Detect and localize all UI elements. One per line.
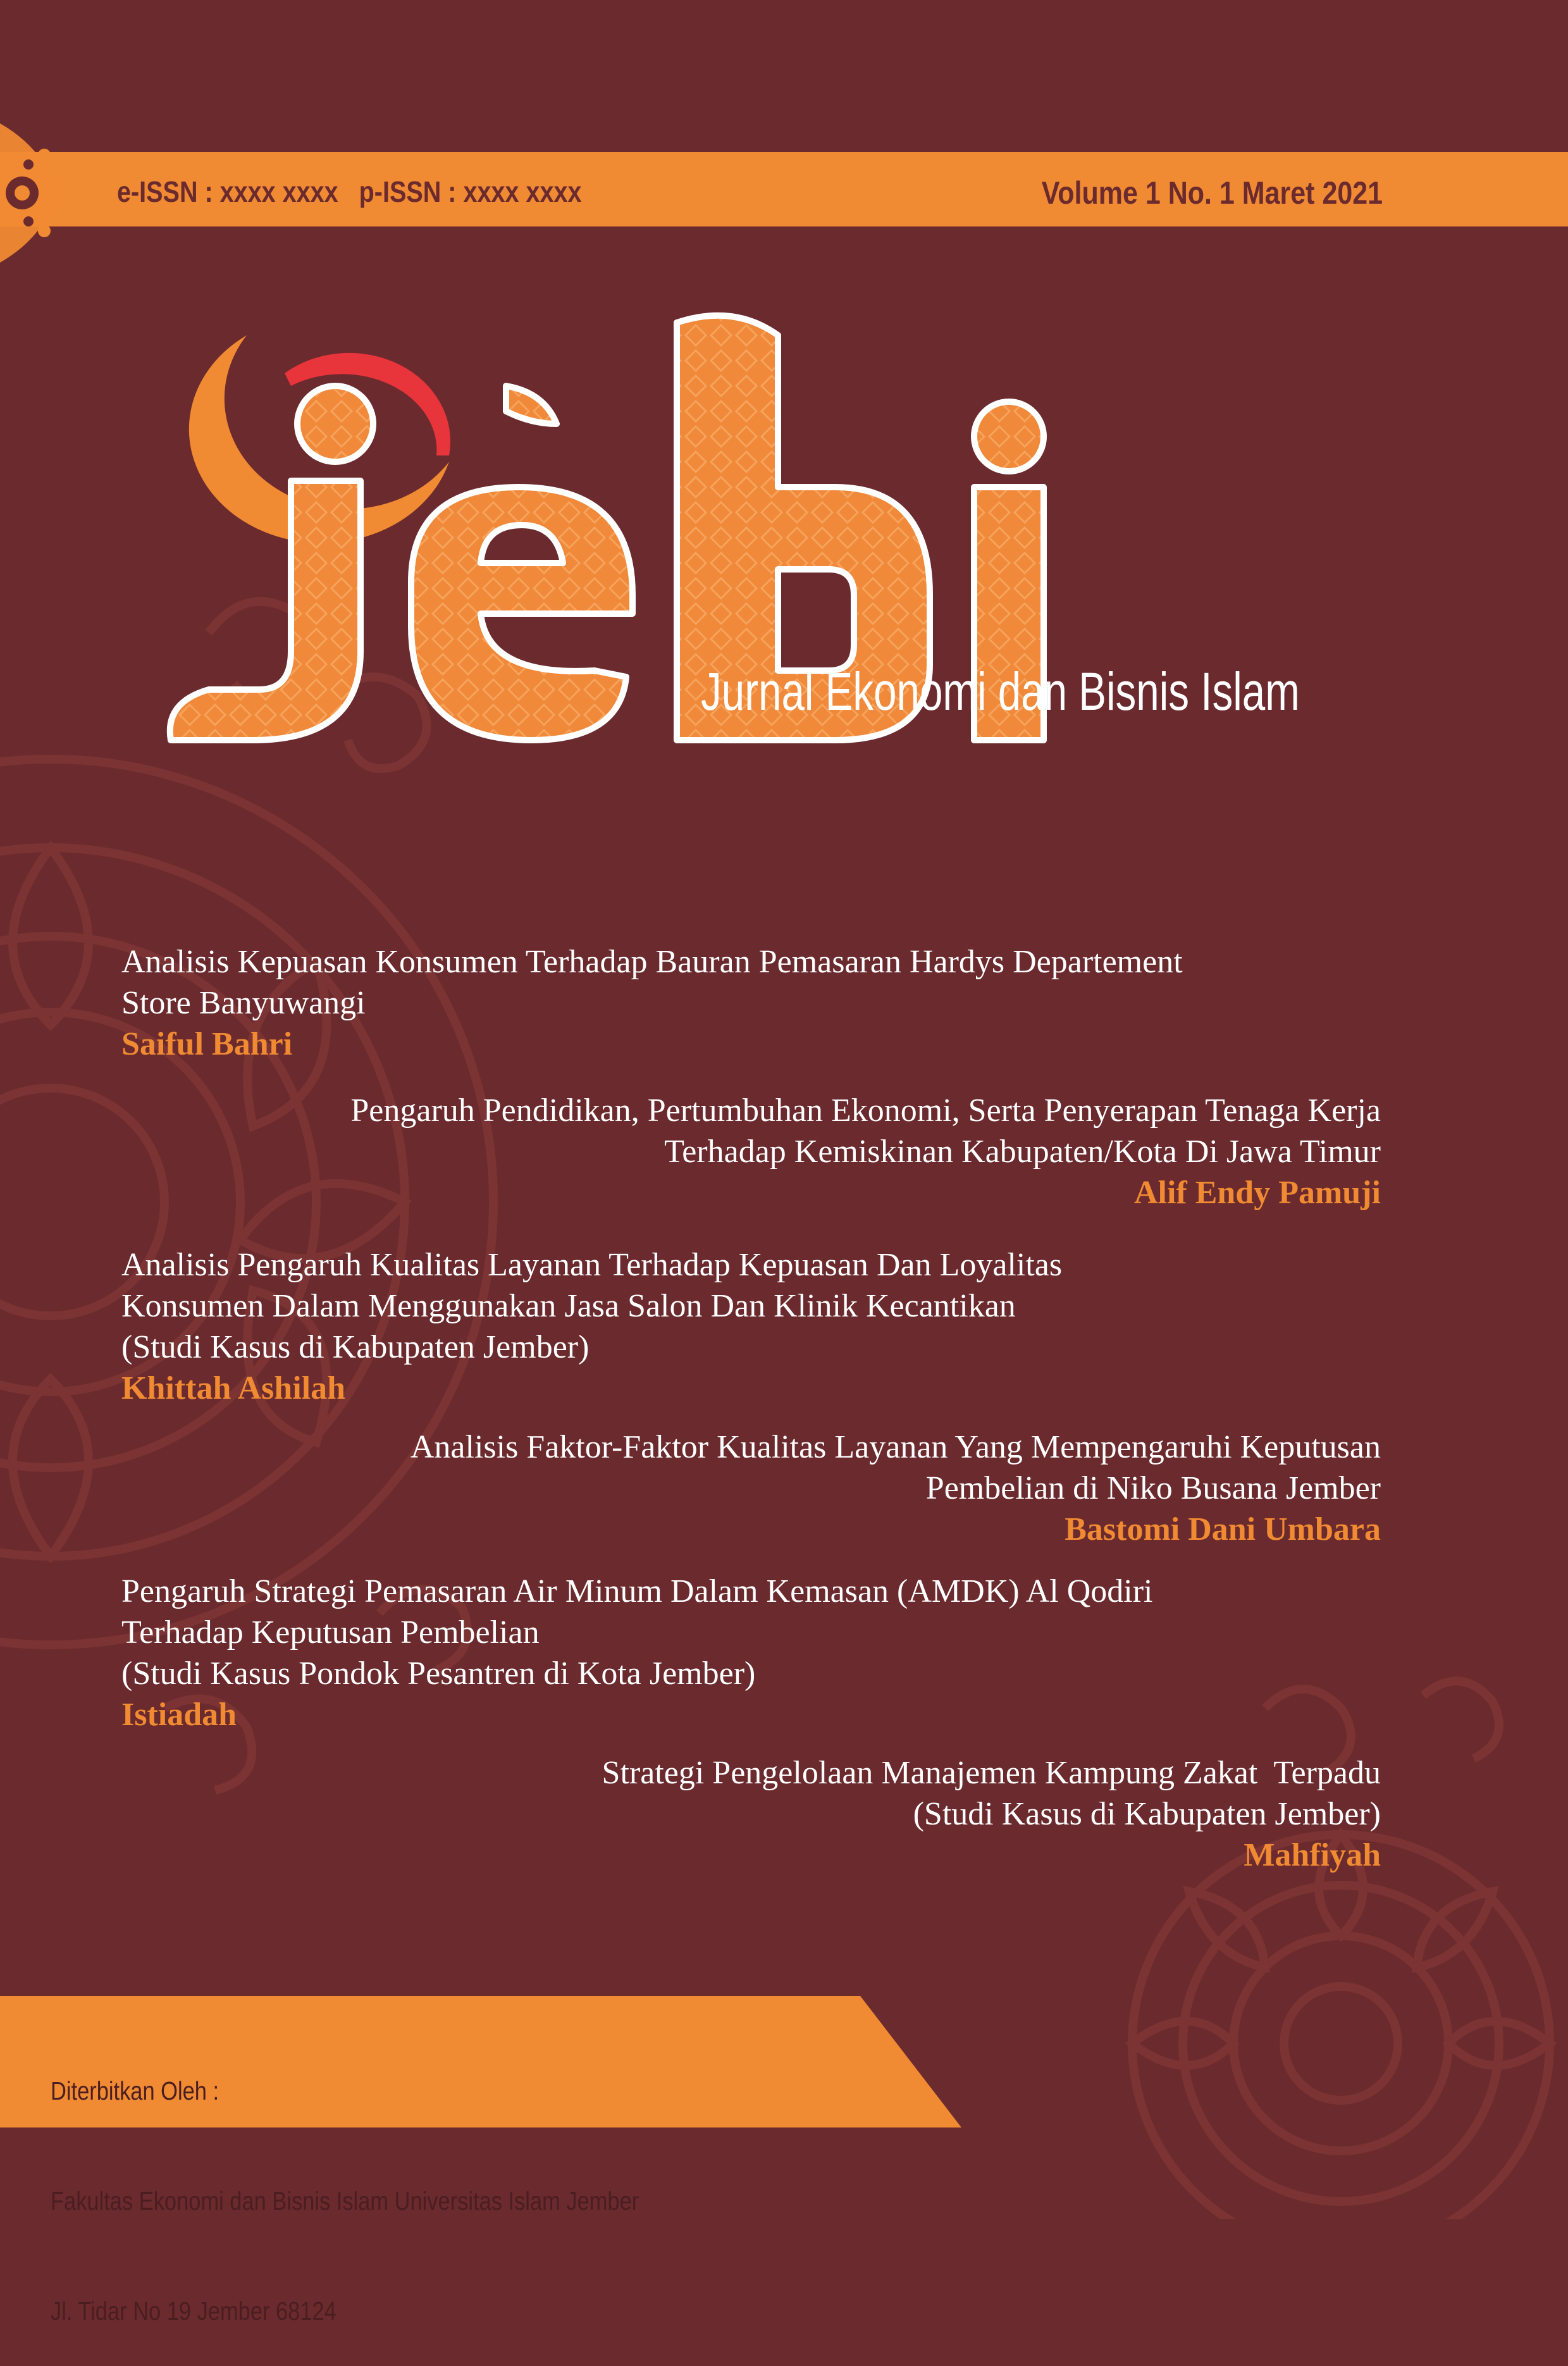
corner-flourish-ornament [0,111,82,275]
article-author: Bastomi Dani Umbara [1065,1511,1381,1547]
article-title-line: Strategi Pengelolaan Manajemen Kampung Zakat Terpadu [602,1755,1381,1791]
publisher-institution: Fakultas Ekonomi dan Bisnis Islam Universitas Islam Jember [51,2186,639,2215]
article-title-line: (Studi Kasus di Kabupaten Jember) [121,1329,590,1365]
article-entry [121,941,1393,1065]
article-author: Khittah Ashilah [121,1370,346,1406]
article-title-line: Pembelian di Niko Busana Jember [925,1470,1381,1506]
article-title-line: Store Banyuwangi [121,985,366,1021]
article-entry [121,1571,1393,1735]
journal-subtitle: Jurnal Ekonomi dan Bisnis Islam [701,662,1300,721]
article-entry [121,1244,1393,1409]
article-title-line: Analisis Pengaruh Kualitas Layanan Terhadap Kepuasan Dan Loyalitas [121,1247,1063,1283]
publisher-address: Jl. Tidar No 19 Jember 68124 [51,2296,336,2326]
article-entry [109,1427,1381,1550]
publisher-label: Diterbitkan Oleh : [51,2076,219,2105]
article-entry [109,1090,1381,1213]
publisher-info [51,1999,639,2366]
article-title-line: Pengaruh Pendidikan, Pertumbuhan Ekonomi, Serta Penyerapan Tenaga Kerja [350,1093,1381,1129]
article-author: Mahfiyah [1244,1837,1381,1873]
article-author: Saiful Bahri [121,1026,293,1062]
article-author: Alif Endy Pamuji [1133,1175,1381,1211]
article-title-line: Terhadap Keputusan Pembelian [121,1614,540,1651]
article-title-line: Pengaruh Strategi Pemasaran Air Minum Dalam Kemasan (AMDK) Al Qodiri [121,1573,1153,1609]
article-title-line: Analisis Faktor-Faktor Kualitas Layanan Yang Mempengaruhi Keputusan [410,1429,1381,1465]
article-title-line: Analisis Kepuasan Konsumen Terhadap Bauran Pemasaran Hardys Departement [121,944,1183,980]
volume-issue-date: Volume 1 No. 1 Maret 2021 [1041,175,1383,211]
issn-numbers: e-ISSN : xxxx xxxx p-ISSN : xxxx xxxx [117,175,582,208]
article-author: Istiadah [121,1697,237,1733]
article-title-line: Konsumen Dalam Menggunakan Jasa Salon Dan Klinik Kecantikan [121,1288,1016,1324]
article-entry [109,1752,1381,1876]
article-title-line: (Studi Kasus di Kabupaten Jember) [913,1796,1381,1832]
article-title-line: Terhadap Kemiskinan Kabupaten/Kota Di Jawa Timur [664,1134,1381,1170]
article-title-line: (Studi Kasus Pondok Pesantren di Kota Jember) [121,1656,756,1692]
